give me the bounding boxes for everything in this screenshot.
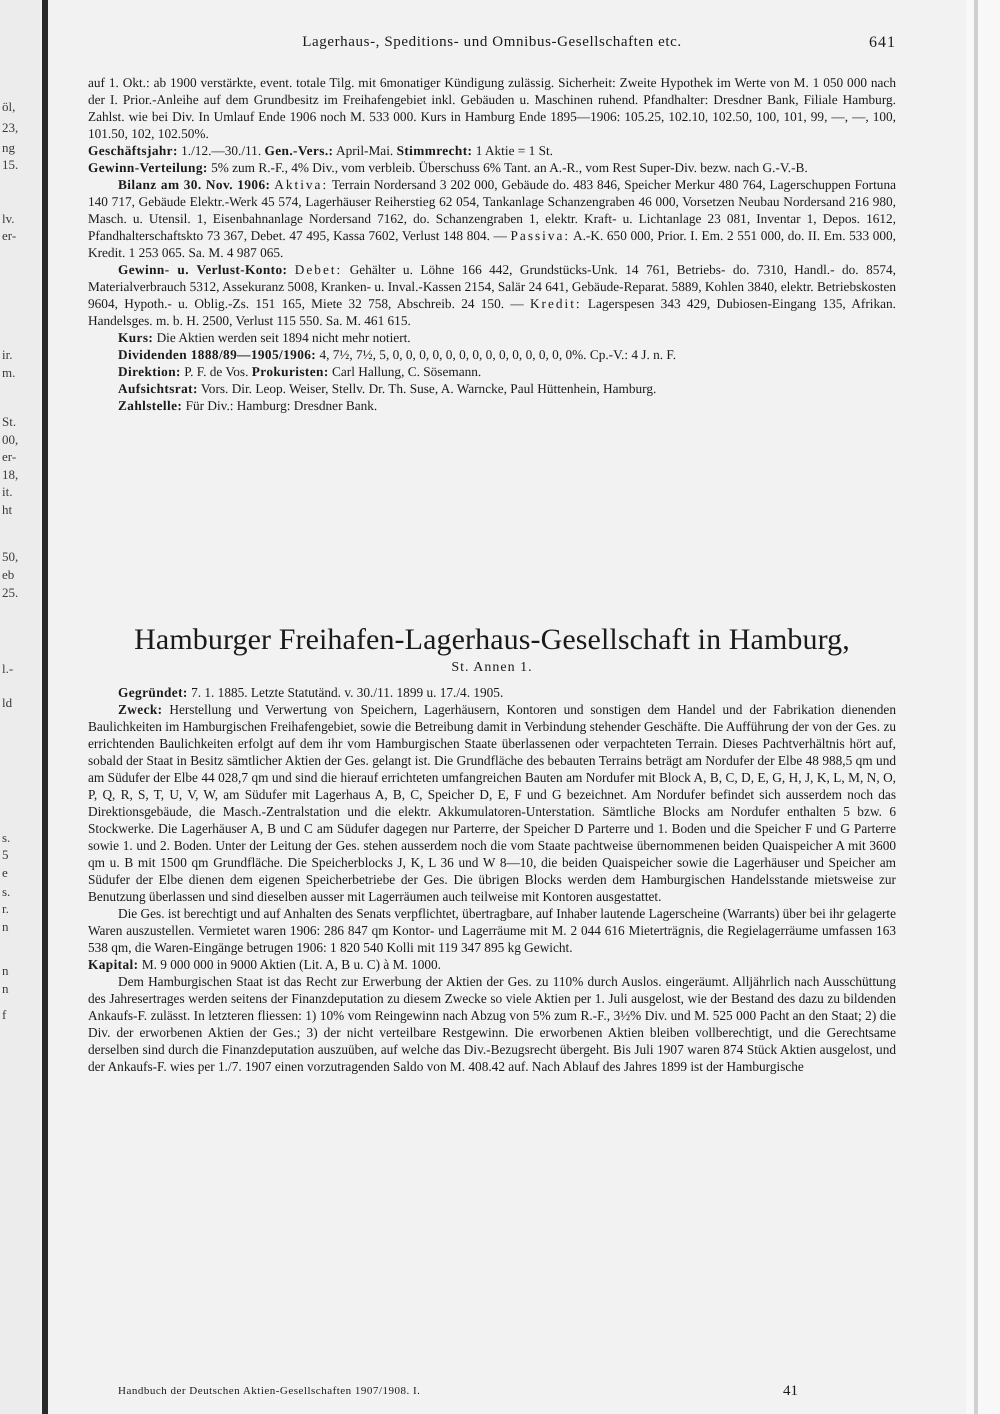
right-page-edge [966, 0, 1000, 1414]
gegruendet-value: 7. 1. 1885. Letzte Statutänd. v. 30./11. 1899 u. 17./4. 1905. [191, 685, 504, 700]
kredit-label: Kredit: [529, 296, 582, 311]
prokuristen-value: Carl Hallung, C. Sösemann. [332, 364, 482, 379]
zweck-paragraph-2: Die Ges. ist berechtigt und auf Anhalten des Senats verpflichtet, übertragbare, auf Inhaber lautende Lagerscheine (Warrants) über bei ihr gelagerte Waren auszustellen. Vermietet waren 1906: 286 847 qm Kontor- und Lagerräume mit M. 2 044 616 Mieterträgnis, die Regielagerräume umfassen 163 538 qm, die Waren-Eingänge betrugen 1906: 1 820 540 Kolli mit 119 347 895 kg Gewicht. [88, 906, 896, 955]
zweck-label: Zweck: [118, 702, 163, 717]
gv-konto-label: Gewinn- u. Verlust-Konto: [118, 262, 288, 277]
aufsichtsrat-value: Vors. Dir. Leop. Weiser, Stellv. Dr. Th. Suse, A. Warncke, Paul Hüttenhein, Hamburg. [200, 381, 657, 396]
debet-label: Debet: [294, 262, 343, 277]
company-address: St. Annen 1. [451, 660, 533, 675]
company-section [88, 684, 896, 1075]
aufsichtsrat-label: Aufsichtsrat: [118, 381, 198, 396]
margin-fragment: s. [2, 884, 11, 899]
gegruendet-label: Gegründet: [118, 685, 188, 700]
kredit-value: Lagerspesen 343 429, Dubiosen-Eingang 135, Afrikan. Handelsges. m. b. H. 2500, Verlust 115 550. Sa. M. 461 615. [88, 296, 896, 328]
margin-fragment: er- [2, 228, 17, 243]
margin-fragment: s. [2, 830, 11, 845]
zweck-paragraph [88, 701, 896, 905]
kurs-value: Die Aktien werden seit 1894 nicht mehr notiert. [156, 330, 411, 345]
zweck-value: Herstellung und Verwertung von Speichern, Lagerhäusern, Kontoren und sonstigen dem Handel und der Fabrikation dienenden Baulichkeiten im Hamburgischen Freihafengebiet, sowie die Betreibung damit in Verbindung stehender Geschäfte. Die Aufführung der von der Ges. zu errichtenden Baulichkeiten erfolgt auf dem ihr vom Hamburgischen Staate überlassenen oder verpachteten Terrain. Dieses Pachtverhältnis hört auf, sobald der Staat in Besitz sämtlicher Aktien der Ges. gelangt ist. Die Grundfläche des bebauten Terrains beträgt am Nordufer der Elbe 48 988,5 qm und am Südufer der Elbe 44 028,7 qm und sind die hierauf errichteten umfangreichen Bauten am Nordufer mit Block A, B, C, D, E, G, H, J, K, L, M, N, O, P, Q, R, S, T, U, V, W, am Südufer mit Lagerhaus A, B, C, Speicher D, E, F und G bezeichnet. Am Nordufer befindet sich ausserdem noch das Direktionsgebäude, die Masch.-Zentralstation und die elektr. Akkumulatoren-Unterstation. Sämtliche Blocks am Nordufer enthalten 5 bzw. 6 Stockwerke. Die Lagerhäuser A, B und C am Südufer dagegen nur Parterre, der Speicher D Parterre und 1. Boden und die Speicher F und G Parterre sowie 1. und 2. Boden. Unter der Leitung der Ges. stehen ausserdem noch die vom Staate pachtweise übernommenen beiden Quaispeicher A mit 3600 qm u. B mit 1500 qm Grundfläche. Die Speicherblocks J, K, L 36 und W 8—10, die beiden Quaispeicher sowie die Lagerhäuser und Speicher am Südufer der Elbe dienen dem eigenen Speicherbetriebe der Ges. Die übrigen Blocks werden dem Hamburgischen Handelsstande mietsweise zur Benutzung überlassen und sind dieselben ausser mit Lagerräumen auch teilweise mit Kontoren ausgestattet. [88, 702, 896, 904]
gewinn-verlust-paragraph [88, 261, 896, 329]
zahlstelle-line [88, 397, 896, 414]
dividenden-line [88, 346, 896, 363]
kurs-label: Kurs: [118, 330, 154, 345]
kapital-label: Kapital: [88, 957, 139, 972]
margin-fragment: er- [2, 449, 17, 464]
margin-fragment: n [2, 919, 9, 934]
geschaeftsjahr-value: 1./12.—30./11. [181, 143, 262, 158]
margin-fragment: ld [2, 695, 13, 710]
passiva-value: A.-K. 650 000, Prior. I. Em. 2 551 000, do. II. Em. 533 000, Kredit. 1 253 065. Sa. M. 4 987 065. [88, 228, 896, 260]
margin-fragment: f [2, 1007, 7, 1022]
margin-fragment: 18, [2, 467, 19, 482]
footer-reference: Handbuch der Deutschen Aktien-Gesellschaften 1907/1908. I. [118, 1385, 421, 1397]
stimmrecht-label: Stimmrecht: [396, 143, 473, 158]
left-page-margin-fragments [0, 0, 40, 1414]
gen-vers-value: April-Mai. [335, 143, 394, 158]
gegruendet-line [88, 684, 896, 701]
kurs-line [88, 329, 896, 346]
running-header [88, 34, 896, 54]
gewinn-verteilung-line [88, 159, 896, 176]
bilanz-label: Bilanz am 30. Nov. 1906: [118, 177, 271, 192]
margin-fragment: e [2, 865, 8, 880]
kapital-paragraph-2: Dem Hamburgischen Staat ist das Recht zur Erwerbung der Aktien der Ges. zu 110% durch Auslos. eingeräumt. Alljährlich nach Ausschüttung des Jahresertrages werden seitens der Finanzdeputation zu diesem Zwecke so viele Aktien per 1. Juli ausgelost, wie der Bestand des dazu zu bildenden Ankaufs-F. zulässt. In letzteren fliessen: 1) 10% vom Reingewinn nach Abzug von 5% zum R.-F., 3½% Div. und M. 525 000 Pacht an den Staat; 2) die Div. der erworbenen Aktien der Ges.; 3) der nicht verteilbare Restgewinn. Die erworbenen Aktien bleiben vollberechtigt, und die Gerechtsame derselben sind durch die Finanzdeputation auszuüben, auf welche das Div.-Bezugsrecht übergeht. Bis Juli 1907 waren 874 Stück Aktien ausgelost, und der Ankaufs-F. wies per 1./7. 1907 einen vorzutragenden Saldo von M. 408.42 auf. Nach Ablauf des Jahres 1899 ist der Hamburgische [88, 974, 896, 1074]
gewinn-verteilung-label: Gewinn-Verteilung: [88, 160, 208, 175]
margin-fragment: it. [2, 484, 13, 499]
direktion-line [88, 363, 896, 380]
margin-fragment: 25. [2, 585, 19, 600]
aufsichtsrat-line [88, 380, 896, 397]
running-title: Lagerhaus-, Speditions- und Omnibus-Gesellschaften etc. [302, 34, 682, 50]
margin-fragment: eb [2, 567, 15, 582]
margin-fragment: n [2, 963, 9, 978]
signature-number: 41 [783, 1383, 798, 1399]
geschaeftsjahr-line [88, 142, 896, 159]
page-number: 641 [869, 34, 896, 51]
zahlstelle-label: Zahlstelle: [118, 398, 183, 413]
margin-fragment: 00, [2, 432, 19, 447]
margin-fragment: ng [2, 140, 15, 155]
margin-fragment: öl, [2, 99, 16, 114]
prokuristen-label: Prokuristen: [251, 364, 329, 379]
margin-fragment: m. [2, 365, 16, 380]
margin-fragment: n [2, 981, 9, 996]
margin-fragment: 15. [2, 157, 19, 172]
security-paragraph: auf 1. Okt.: ab 1900 verstärkte, event. totale Tilg. mit 6monatiger Kündigung zulässig. Sicherheit: Zweite Hypothek im Werte von M. 1 050 000 nach der I. Prior.-Anleihe auf dem Grundbesitz im Freihafengebiet inkl. Gebäuden u. Maschinen ruhend. Pfandhalter: Dresdner Bank, Filiale Hamburg. Zahlst. wie bei Div. In Umlauf Ende 1906 noch M. 533 000. Kurs in Hamburg Ende 1895—1906: 105.25, 102.10, 102.50, 100, 101, 99, —, —, 100, 101.50, 102, 102.50%. [88, 75, 896, 141]
gen-vers-label: Gen.-Vers.: [264, 143, 334, 158]
previous-company-section [88, 74, 896, 414]
margin-fragment: ir. [2, 347, 13, 362]
geschaeftsjahr-label: Geschäftsjahr: [88, 143, 178, 158]
margin-fragment: St. [2, 414, 17, 429]
margin-fragment: 5 [2, 847, 9, 862]
margin-fragment: r. [2, 901, 9, 916]
company-heading: Hamburger Freihafen-Lagerhaus-Gesellschaft in Hamburg, [134, 623, 850, 656]
zahlstelle-value: Für Div.: Hamburg: Dresdner Bank. [185, 398, 378, 413]
gewinn-verteilung-value: 5% zum R.-F., 4% Div., vom verbleib. Überschuss 6% Tant. an A.-R., vom Rest Super-Div. bezw. nach G.-V.-B. [211, 160, 808, 175]
direktion-value: P. F. de Vos. [184, 364, 249, 379]
direktion-label: Direktion: [118, 364, 181, 379]
stimmrecht-value: 1 Aktie = 1 St. [475, 143, 554, 158]
dividenden-value: 4, 7½, 7½, 5, 0, 0, 0, 0, 0, 0, 0, 0, 0, 0, 0, 0, 0, 0%. Cp.-V.: 4 J. n. F. [319, 347, 677, 362]
margin-fragment: 50, [2, 549, 19, 564]
right-edge-shadow [974, 0, 978, 1414]
margin-fragment: lv. [2, 211, 15, 226]
debet-value: Gehälter u. Löhne 166 442, Grundstücks-Unk. 14 761, Betriebs- do. 7310, Handl.- do. 8574, Materialverbrauch 5312, Assekuranz 5008, Kranken- u. Inval.-Kassen 2154, Salär 24 641, Gebäude-Reparat. 5889, Kohlen 3840, elektr. Betriebskosten 9604, Hypoth.- u. Oblig.-Zs. 151 165, Miete 32 758, Abschreib. 24 150. — [88, 262, 896, 311]
kapital-value: M. 9 000 000 in 9000 Aktien (Lit. A, B u. C) à M. 1000. [141, 957, 441, 972]
aktiva-label: Aktiva: [274, 177, 329, 192]
dividenden-label: Dividenden 1888/89—1905/1906: [118, 347, 317, 362]
page-gutter-shadow [42, 0, 48, 1414]
kapital-line [88, 956, 896, 973]
bilanz-paragraph: Bilanz am 30. Nov. 1906: Aktiva: Terrain Nordersand 3 202 000, Gebäude do. 483 846, Speicher Merkur 480 764, Lagerschuppen Fortuna 140 717, Gebäude Elektr.-Werk 45 574, Lagerhäuser Reiherstieg 62 054, Tankanlage Schanzengraben 46 000, Vorsetzen Neubau Nordersand 216 980, Masch. u. Utensil. 1, Eisenbahnanlage Nordersand 7162, do. Schanzengraben 1, elektr. Kraft- u. Lichtanlage 23 081, Inventar 1, Depos. 1612, Pfandhalterschaftskto 73 367, Debet. 47 495, Kassa 7602, Verlust 148 804. — Passiva: A.-K. 650 000, Prior. I. Em. 2 551 000, do. II. Em. 533 000, Kredit. 1 253 065. Sa. M. 4 987 065. [88, 177, 897, 260]
margin-fragment: l.- [2, 661, 14, 676]
page-footer [118, 1383, 798, 1403]
margin-fragment: ht [2, 502, 13, 517]
margin-fragment: 23, [2, 120, 19, 135]
passiva-label: Passiva: [510, 228, 571, 243]
aktiva-value: Terrain Nordersand 3 202 000, Gebäude do. 483 846, Speicher Merkur 480 764, Lagerschuppen Fortuna 140 717, Gebäude Elektr.-Werk 45 574, Lagerhäuser Reiherstieg 62 054, Tankanlage Schanzengraben 46 000, Vorsetzen Neubau Nordersand 216 980, Masch. u. Utensil. 1, Eisenbahnanlage Nordersand 7162, do. Schanzengraben 1, elektr. Kraft- u. Lichtanlage 23 081, Inventar 1, Depos. 1612, Pfandhalterschaftskto 73 367, Debet. 47 495, Kassa 7602, Verlust 148 804. [88, 177, 897, 243]
